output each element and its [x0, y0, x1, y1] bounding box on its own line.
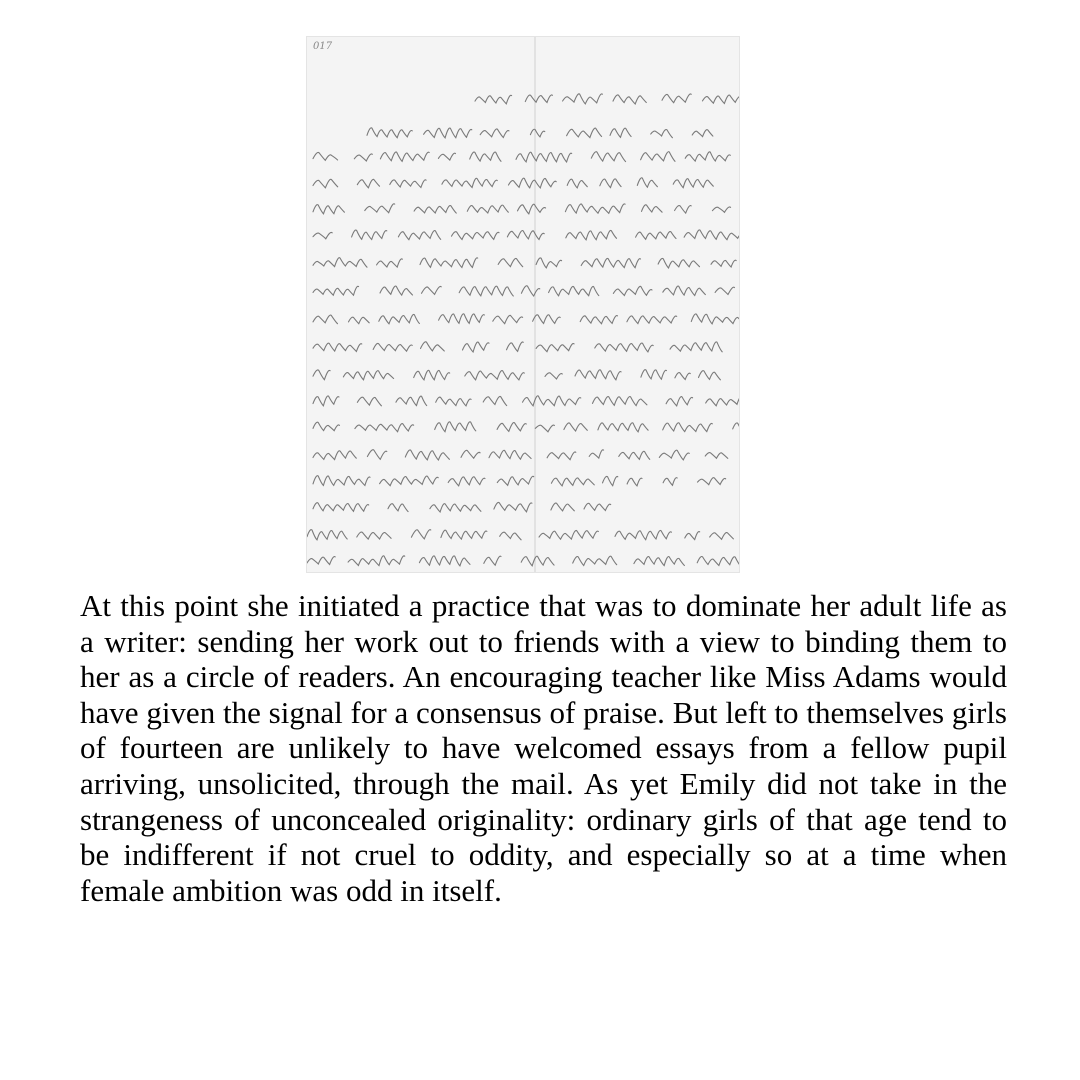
handwriting-stroke	[613, 95, 646, 104]
handwriting-stroke	[670, 342, 722, 352]
handwriting-stroke	[367, 450, 386, 460]
handwriting-stroke	[565, 204, 625, 213]
handwriting-stroke	[461, 450, 480, 458]
handwriting-stroke	[435, 422, 476, 432]
handwriting-stroke	[379, 314, 420, 323]
handwritten-letter-image	[306, 36, 740, 573]
handwriting-stroke	[507, 231, 544, 240]
handwriting-stroke	[692, 130, 713, 137]
handwriting-stroke	[313, 476, 370, 486]
handwriting-stroke	[313, 232, 332, 238]
handwriting-stroke	[549, 286, 599, 295]
handwriting-stroke	[463, 342, 490, 352]
handwriting-stroke	[313, 205, 344, 214]
body-paragraph: At this point she initiated a practice that was to dominate her adult life as a writer: sending her work out to friends with a view to binding them to her as a circle of readers. An encouraging teacher like Miss Adams would have given the signal for a consensus of praise. But left to themselves girls of fourteen are unlikely to have welcomed essays from a fellow pupil arriving, unsolicited, through the mail. As yet Emily did not take in the strangeness of unconcealed originality: ordinary girls of that age tend to be indifferent if not cruel to oddity, and especially so at a time when female ambition was odd in itself.	[80, 588, 1007, 908]
handwriting-stroke	[575, 370, 621, 380]
handwriting-stroke	[710, 533, 734, 540]
handwriting-stroke	[313, 451, 356, 460]
handwriting-stroke	[715, 287, 734, 294]
handwriting-stroke	[627, 316, 677, 324]
handwriting-stroke	[663, 286, 706, 295]
handwriting-stroke	[705, 453, 728, 459]
handwriting-stroke	[521, 286, 539, 296]
handwriting-stroke	[352, 230, 387, 239]
handwriting-stroke	[535, 425, 554, 432]
handwriting-stroke	[313, 258, 367, 268]
handwriting-stroke	[373, 343, 412, 351]
handwriting-stroke	[390, 180, 426, 188]
handwriting-stroke	[600, 179, 621, 188]
handwriting-stroke	[698, 478, 726, 485]
handwriting-stroke	[484, 556, 501, 565]
handwriting-stroke	[673, 179, 713, 188]
handwriting-stroke	[675, 206, 692, 214]
handwriting-stroke	[307, 530, 347, 540]
handwriting-stroke	[641, 152, 675, 162]
handwriting-stroke	[589, 450, 603, 458]
handwriting-stroke	[367, 128, 412, 138]
handwriting-stroke	[598, 423, 648, 432]
handwriting-stroke	[685, 532, 700, 540]
handwriting-stroke	[521, 556, 554, 566]
handwriting-stroke	[483, 396, 507, 405]
handwriting-stroke	[388, 504, 408, 512]
handwriting-stroke	[357, 397, 381, 406]
handwriting-stroke	[613, 286, 652, 295]
handwriting-stroke	[313, 422, 340, 431]
handwriting-stroke	[733, 422, 740, 432]
handwriting-stroke	[712, 207, 730, 212]
handwriting-stroke	[365, 204, 395, 213]
handwriting-stroke	[313, 286, 359, 295]
handwriting-stroke	[497, 423, 526, 432]
handwriting-stroke	[595, 343, 653, 352]
handwriting-stroke	[497, 476, 533, 485]
handwriting-stroke	[637, 178, 657, 187]
handwriting-stroke	[663, 478, 677, 486]
handwriting-stroke	[380, 286, 413, 295]
handwriting-stroke	[666, 397, 693, 406]
handwriting-stroke	[436, 397, 471, 406]
handwriting-stroke	[405, 450, 449, 460]
handwriting-stroke	[580, 316, 617, 324]
handwriting-stroke	[547, 452, 576, 460]
handwriting-stroke	[591, 152, 625, 162]
handwriting-stroke	[663, 423, 713, 432]
handwriting-stroke	[516, 152, 572, 162]
handwriting-stroke	[507, 342, 524, 351]
handwriting-stroke	[421, 342, 445, 351]
handwriting-stroke	[593, 397, 647, 406]
handwriting-stroke	[567, 179, 587, 188]
handwriting-stroke	[634, 557, 685, 566]
handwriting-stroke	[691, 314, 740, 324]
handwriting-stroke	[313, 152, 338, 160]
handwriting-stroke	[452, 232, 500, 240]
handwriting-stroke	[470, 152, 501, 161]
handwriting-stroke	[619, 451, 650, 459]
handwriting-stroke	[711, 260, 736, 267]
handwriting-stroke	[642, 205, 663, 212]
handwriting-stroke	[313, 396, 339, 406]
handwriting-stroke	[313, 370, 330, 380]
handwriting-stroke	[651, 130, 673, 138]
handwriting-stroke	[603, 476, 618, 485]
handwriting-stroke	[313, 343, 362, 351]
handwriting-stroke	[533, 315, 561, 324]
handwriting-stroke	[465, 371, 525, 380]
handwriting-stroke	[349, 317, 370, 323]
handwriting-stroke	[313, 315, 338, 324]
handwriting-stroke	[396, 396, 427, 406]
handwriting-stroke	[536, 258, 562, 268]
handwriting-stroke	[313, 179, 338, 188]
handwriting-stroke	[439, 314, 485, 324]
handwriting-stroke	[493, 315, 523, 323]
handwriting-stroke	[430, 504, 481, 512]
handwriting-stroke	[424, 128, 472, 138]
handwriting-stroke	[566, 230, 617, 239]
handwriting-stroke	[438, 153, 455, 160]
handwriting-stroke	[307, 557, 335, 565]
handwriting-stroke	[675, 373, 690, 380]
handwriting-stroke	[567, 128, 602, 138]
handwriting-stroke	[573, 556, 617, 565]
handwriting-stroke	[489, 450, 531, 459]
handwriting-stroke	[662, 94, 691, 103]
handwriting-stroke	[703, 95, 741, 103]
handwriting-stroke	[414, 206, 456, 214]
handwriting-stroke	[545, 373, 562, 379]
handwriting-stroke	[422, 286, 442, 294]
handwriting-stroke	[411, 530, 430, 539]
handwriting-stroke	[641, 370, 667, 380]
handwriting-stroke	[697, 556, 740, 565]
handwriting-stroke	[530, 129, 544, 137]
handwriting-stroke	[441, 530, 487, 539]
handwriting-stroke	[610, 128, 631, 137]
handwriting-stroke	[355, 424, 414, 432]
handwriting-stroke	[467, 205, 508, 213]
handwriting-stroke	[658, 258, 699, 268]
handwriting-stroke	[357, 179, 379, 187]
handwriting-stroke	[348, 556, 405, 566]
handwriting-stroke	[685, 152, 730, 161]
handwriting-stroke	[498, 258, 523, 266]
handwriting-stroke	[564, 423, 587, 431]
handwriting-stroke	[706, 396, 740, 405]
handwriting-stroke	[684, 230, 740, 240]
handwriting-stroke	[581, 258, 640, 267]
handwriting-stroke	[448, 477, 485, 486]
handwriting-stroke	[398, 231, 440, 240]
handwriting-stroke	[380, 152, 429, 161]
handwriting-stroke	[636, 232, 676, 240]
handwriting-stroke	[494, 502, 532, 511]
handwriting-stroke	[442, 178, 497, 187]
handwriting-stroke	[480, 129, 509, 138]
handwriting-stroke	[475, 95, 512, 104]
handwriting-stroke	[459, 286, 513, 296]
handwriting-stroke	[699, 371, 721, 380]
handwriting-stroke	[627, 478, 642, 486]
handwriting-stroke	[563, 94, 603, 104]
page-number: 017	[313, 41, 333, 52]
handwriting-stroke	[659, 450, 689, 460]
handwriting-stroke	[420, 258, 478, 268]
handwriting-stroke	[523, 396, 581, 406]
handwriting-stroke	[313, 503, 369, 512]
handwriting-stroke	[536, 344, 574, 352]
handwriting-stroke	[377, 259, 403, 267]
handwriting-stroke	[419, 556, 470, 566]
handwriting-stroke	[500, 532, 521, 540]
handwriting-stroke	[615, 530, 671, 539]
handwriting-stroke	[354, 154, 372, 161]
handwriting-stroke	[343, 371, 393, 380]
handwriting-stroke	[380, 476, 439, 486]
handwriting-stroke	[518, 204, 546, 214]
handwriting-stroke	[509, 178, 557, 188]
handwriting-stroke	[539, 530, 598, 539]
handwriting-stroke	[551, 478, 594, 486]
handwriting-stroke	[357, 532, 391, 539]
handwriting-stroke	[525, 95, 552, 103]
handwriting-stroke	[414, 370, 450, 380]
handwriting-stroke	[551, 503, 574, 511]
handwriting-stroke	[584, 503, 611, 510]
